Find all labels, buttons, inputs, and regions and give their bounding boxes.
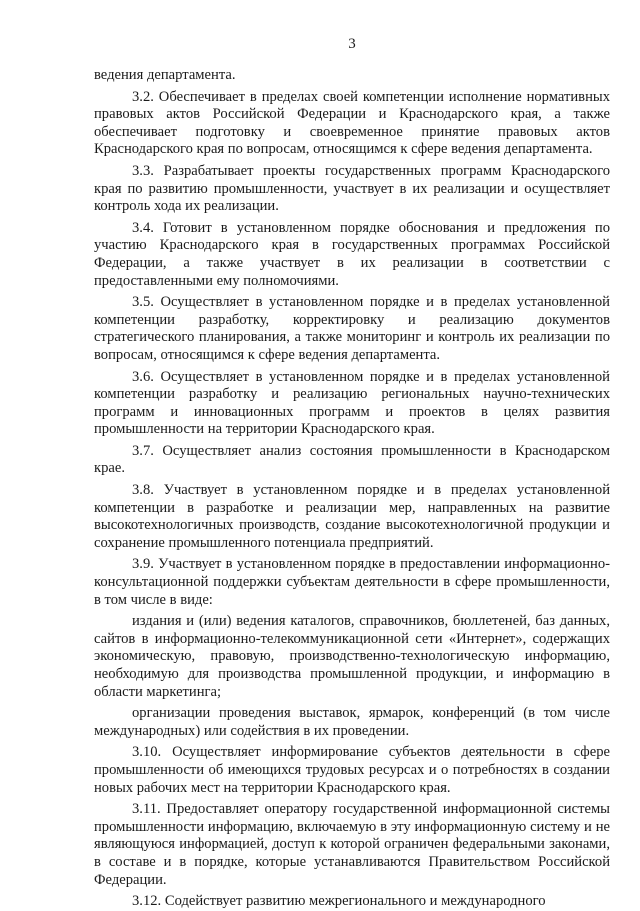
page-number: 3: [348, 36, 356, 52]
paragraph-3-9: 3.9. Участвует в установленном порядке в предоставлении информационно-консультационной поддержки субъектам деятельности в сфере промышленности, в том числе в виде:: [94, 556, 610, 608]
paragraph-3-12: 3.12. Содействует развитию межрегионального и международного: [132, 893, 546, 910]
paragraph-3-6: 3.6. Осуществляет в установленном порядке и в пределах установленной компетенции разработку и реализацию региональных научно-технических программ и инновационных программ и проектов в целях развития промышленности на территории Краснодарского края.: [94, 368, 610, 438]
paragraph-3-8: 3.8. Участвует в установленном порядке и в пределах установленной компетенции в разработке и реализации мер, направленных на развитие высокотехнологичных производств, создание высокотехнологичной продукции и сохранение промышленного потенциала предприятий.: [94, 482, 610, 551]
paragraph-3-9-item-1: издания и (или) ведения каталогов, справочников, бюллетеней, баз данных, сайтов в информационно-телекоммуникационной сети «Интернет», содержащих экономическую, правовую, производственно-технологическую информацию, необходимую для производства промышленной продукции, и информацию в области маркетинга;: [94, 613, 610, 700]
paragraph-3-11: 3.11. Предоставляет оператору государственной информационной системы промышленности информацию, включаемую в эту информационную систему и не являющуюся информацией, доступ к которой ограничен федеральными законами, в составе и в порядке, которые устанавливаются Правительством Российской Федерации.: [94, 801, 610, 888]
paragraph-3-3: 3.3. Разрабатывает проекты государственных программ Краснодарского края по развитию промышленности, участвует в их реализации и осуществляет контроль хода их реализации.: [94, 162, 610, 215]
paragraph-3-4: 3.4. Готовит в установленном порядке обоснования и предложения по участию Краснодарского края в государственных программах Российской Федерации, а также участвует в их реализации в соответствии с предоставленными ему полномочиями.: [94, 219, 610, 289]
paragraph-3-5: 3.5. Осуществляет в установленном порядке и в пределах установленной компетенции разработку, корректировку и реализацию документов стратегического планирования, а также мониторинг и контроль их реализации по вопросам, относящимся к сфере ведения департамента.: [94, 294, 610, 363]
paragraph-3-7: 3.7. Осуществляет анализ состояния промышленности в Краснодарском крае.: [94, 442, 610, 477]
paragraph-3-2: 3.2. Обеспечивает в пределах своей компетенции исполнение нормативных правовых актов Российской Федерации и Краснодарского края, а также обеспечивает подготовку и своевременное принятие правовых актов Краснодарского края по вопросам, относящимся к сфере ведения департамента.: [94, 88, 610, 158]
paragraph-continuation: ведения департамента.: [94, 67, 236, 83]
paragraph-3-9-item-2: организации проведения выставок, ярмарок, конференций (в том числе международных) или содействия в их проведении.: [94, 705, 610, 739]
document-body: [94, 67, 610, 911]
paragraph-3-10: 3.10. Осуществляет информирование субъектов деятельности в сфере промышленности об имеющихся трудовых ресурсах и о потребностях в создании новых рабочих мест на территории Краснодарского края.: [94, 744, 610, 796]
